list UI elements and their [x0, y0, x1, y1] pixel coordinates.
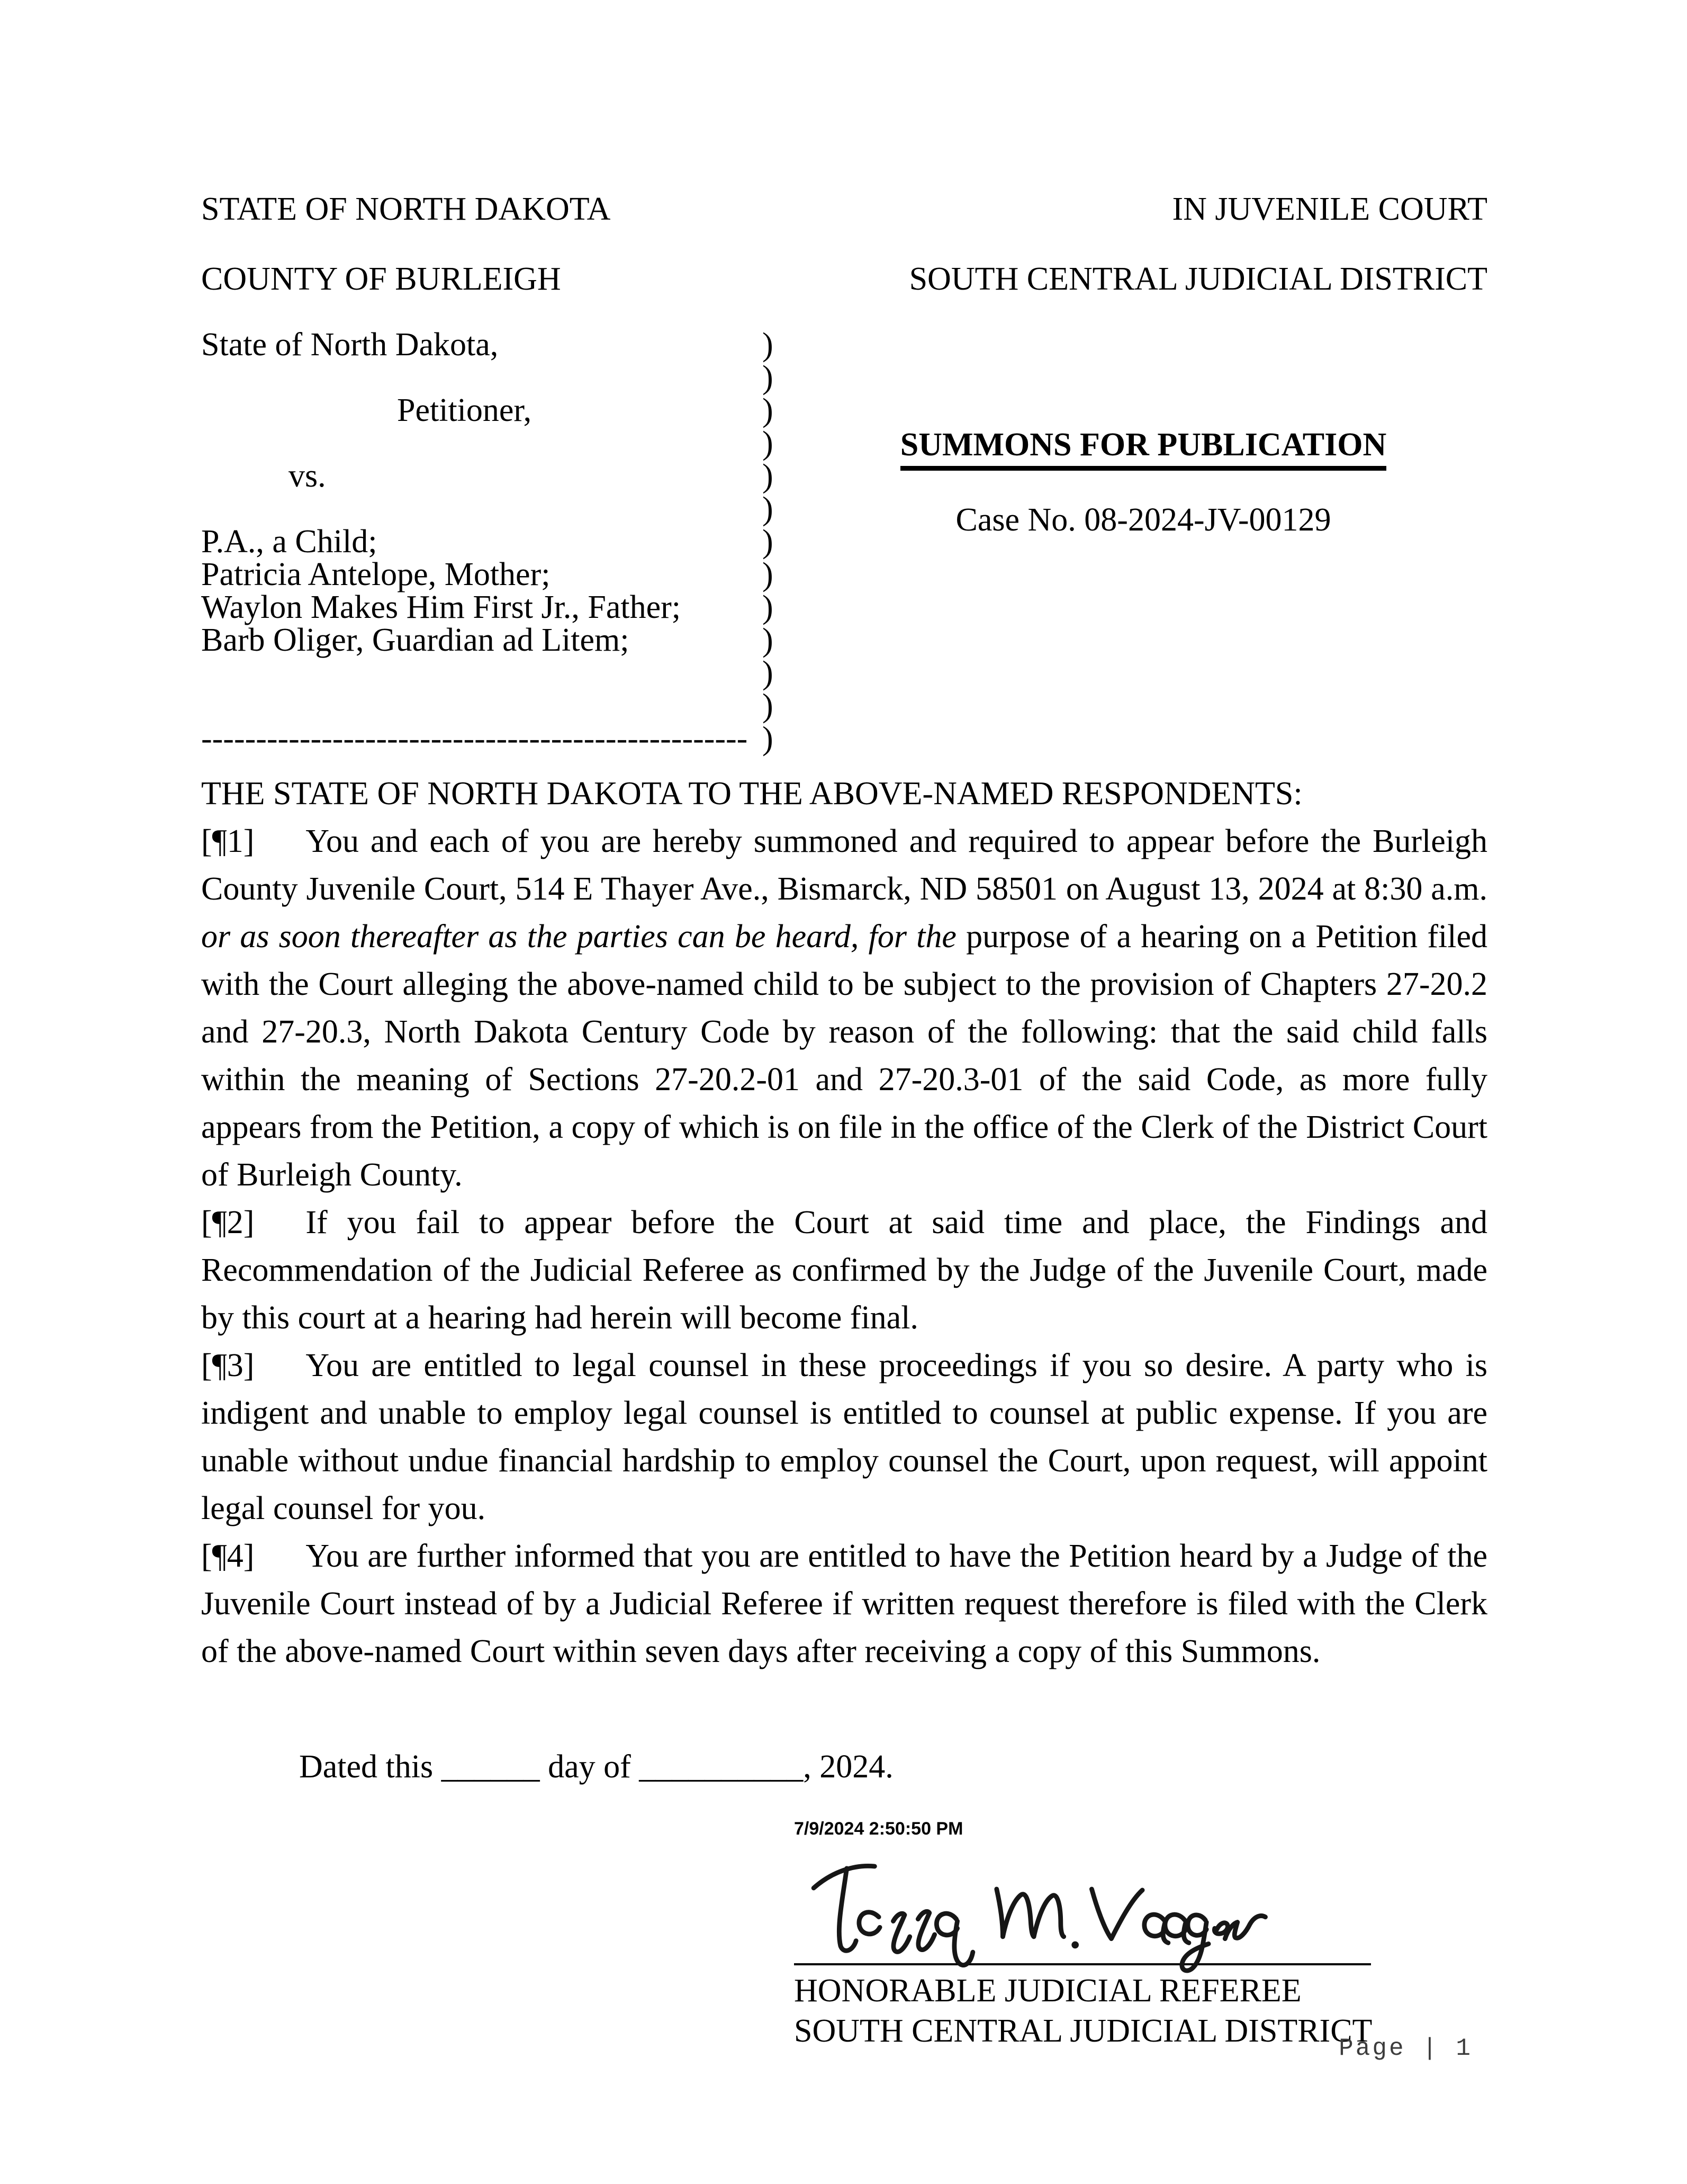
- header-state: STATE OF NORTH DAKOTA: [201, 191, 611, 227]
- caption-title-column: [799, 328, 1487, 755]
- versus-label: vs.: [288, 458, 326, 494]
- paragraph-marker: [¶2]: [201, 1205, 255, 1241]
- caption-paren-column: [762, 328, 799, 755]
- paren-glyph: ): [762, 655, 773, 691]
- case-caption: [201, 328, 1487, 755]
- paragraph-4: [201, 1532, 1487, 1675]
- paragraph-1-text-cont: purpose of a hearing on a Petition filed with the Court alleging the above-named child to be subject to the provision of Chapters 27-20.2 and 27-20.3, North Dakota Century Code by reason of the following: that the said child falls within the meaning of Sections 27-20.2-01 and 27-20.3-01 of the said Code, as more fully appears from the Petition, a copy of which is on file in the office of the Clerk of the District Court of Burleigh County.: [201, 919, 1487, 1193]
- respondent-child: P.A., a Child;: [201, 524, 377, 560]
- paren-glyph: ): [762, 589, 773, 625]
- document-title-text: SUMMONS FOR PUBLICATION: [900, 426, 1387, 471]
- paragraph-3: [201, 1342, 1487, 1532]
- header-court: IN JUVENILE COURT: [1172, 191, 1487, 227]
- address-line: THE STATE OF NORTH DAKOTA TO THE ABOVE-NAMED RESPONDENTS:: [201, 776, 1303, 812]
- document-body: [201, 770, 1487, 1675]
- respondent-father: Waylon Makes Him First Jr., Father;: [201, 589, 681, 625]
- paragraph-marker: [¶1]: [201, 823, 255, 859]
- petitioner-name: State of North Dakota,: [201, 327, 499, 363]
- paren-glyph: ): [762, 524, 773, 560]
- paren-glyph: ): [762, 556, 773, 592]
- paragraph-1-text: You and each of you are hereby summoned and required to appear before the Burleigh County Juvenile Court, 514 E Thayer Ave., Bismarck, ND 58501 on August 13, 2024 at 8:30 a.m.: [201, 823, 1487, 907]
- paren-glyph: ): [762, 425, 773, 461]
- caption-parties: [201, 328, 762, 755]
- paragraph-2: [201, 1199, 1487, 1342]
- paren-glyph: ): [762, 392, 773, 428]
- caption-divider: --------------------------------------------------: [201, 721, 748, 757]
- respondent-mother: Patricia Antelope, Mother;: [201, 556, 551, 592]
- caption-blank: [201, 492, 762, 525]
- case-number: Case No. 08-2024-JV-00129: [955, 502, 1331, 538]
- petitioner-role: Petitioner,: [397, 392, 532, 428]
- document-title: [799, 426, 1487, 471]
- caption-blank: [201, 689, 762, 722]
- signer-title: HONORABLE JUDICIAL REFEREE: [794, 1973, 1302, 2009]
- header-row-2: [201, 255, 1487, 303]
- paren-glyph: ): [762, 327, 773, 363]
- paragraph-marker: [¶3]: [201, 1347, 255, 1383]
- signature: [802, 1845, 1487, 1966]
- signature-ink-icon: [802, 1845, 1268, 1976]
- paragraph-1: [201, 817, 1487, 1199]
- caption-blank: [201, 361, 762, 394]
- paren-glyph: ): [762, 721, 773, 757]
- header-district: SOUTH CENTRAL JUDICIAL DISTRICT: [909, 261, 1487, 297]
- page-number: Page | 1: [1339, 2035, 1473, 2062]
- paren-glyph: ): [762, 688, 773, 724]
- court-header: [201, 185, 1487, 303]
- paren-glyph: ): [762, 359, 773, 396]
- respondent-guardian: Barb Oliger, Guardian ad Litem;: [201, 622, 629, 658]
- paren-glyph: ): [762, 622, 773, 658]
- paragraph-3-text: You are entitled to legal counsel in these proceedings if you so desire. A party who is indigent and unable to employ legal counsel is entitled to counsel at public expense. If you are unable without undue financial hardship to employ counsel the Court, upon request, will appoint legal counsel for you.: [201, 1347, 1487, 1526]
- signature-line: [794, 1963, 1371, 1965]
- dated-line: Dated this ______ day of __________, 2024.: [299, 1749, 894, 1785]
- signer-district: SOUTH CENTRAL JUDICIAL DISTRICT: [794, 2013, 1373, 2049]
- paragraph-1-italic: or as soon thereafter as the parties can be heard, for the: [201, 919, 967, 955]
- caption-blank: [201, 657, 762, 689]
- paren-glyph: ): [762, 458, 773, 494]
- header-county: COUNTY OF BURLEIGH: [201, 261, 561, 297]
- efiling-timestamp: 7/9/2024 2:50:50 PM: [794, 1819, 963, 1839]
- paragraph-2-text: If you fail to appear before the Court at said time and place, the Findings and Recommendation of the Judicial Referee as confirmed by the Judge of the Juvenile Court, made by this court at a hearing had herein will become final.: [201, 1205, 1487, 1336]
- caption-blank: [201, 427, 762, 460]
- paren-glyph: ): [762, 491, 773, 527]
- paragraph-4-text: You are further informed that you are entitled to have the Petition heard by a Judge of the Juvenile Court instead of by a Judicial Referee if written request therefore is filed with the Clerk of the above-named Court within seven days after receiving a copy of this Summons.: [201, 1538, 1487, 1669]
- paragraph-marker: [¶4]: [201, 1538, 255, 1574]
- header-row-1: [201, 185, 1487, 233]
